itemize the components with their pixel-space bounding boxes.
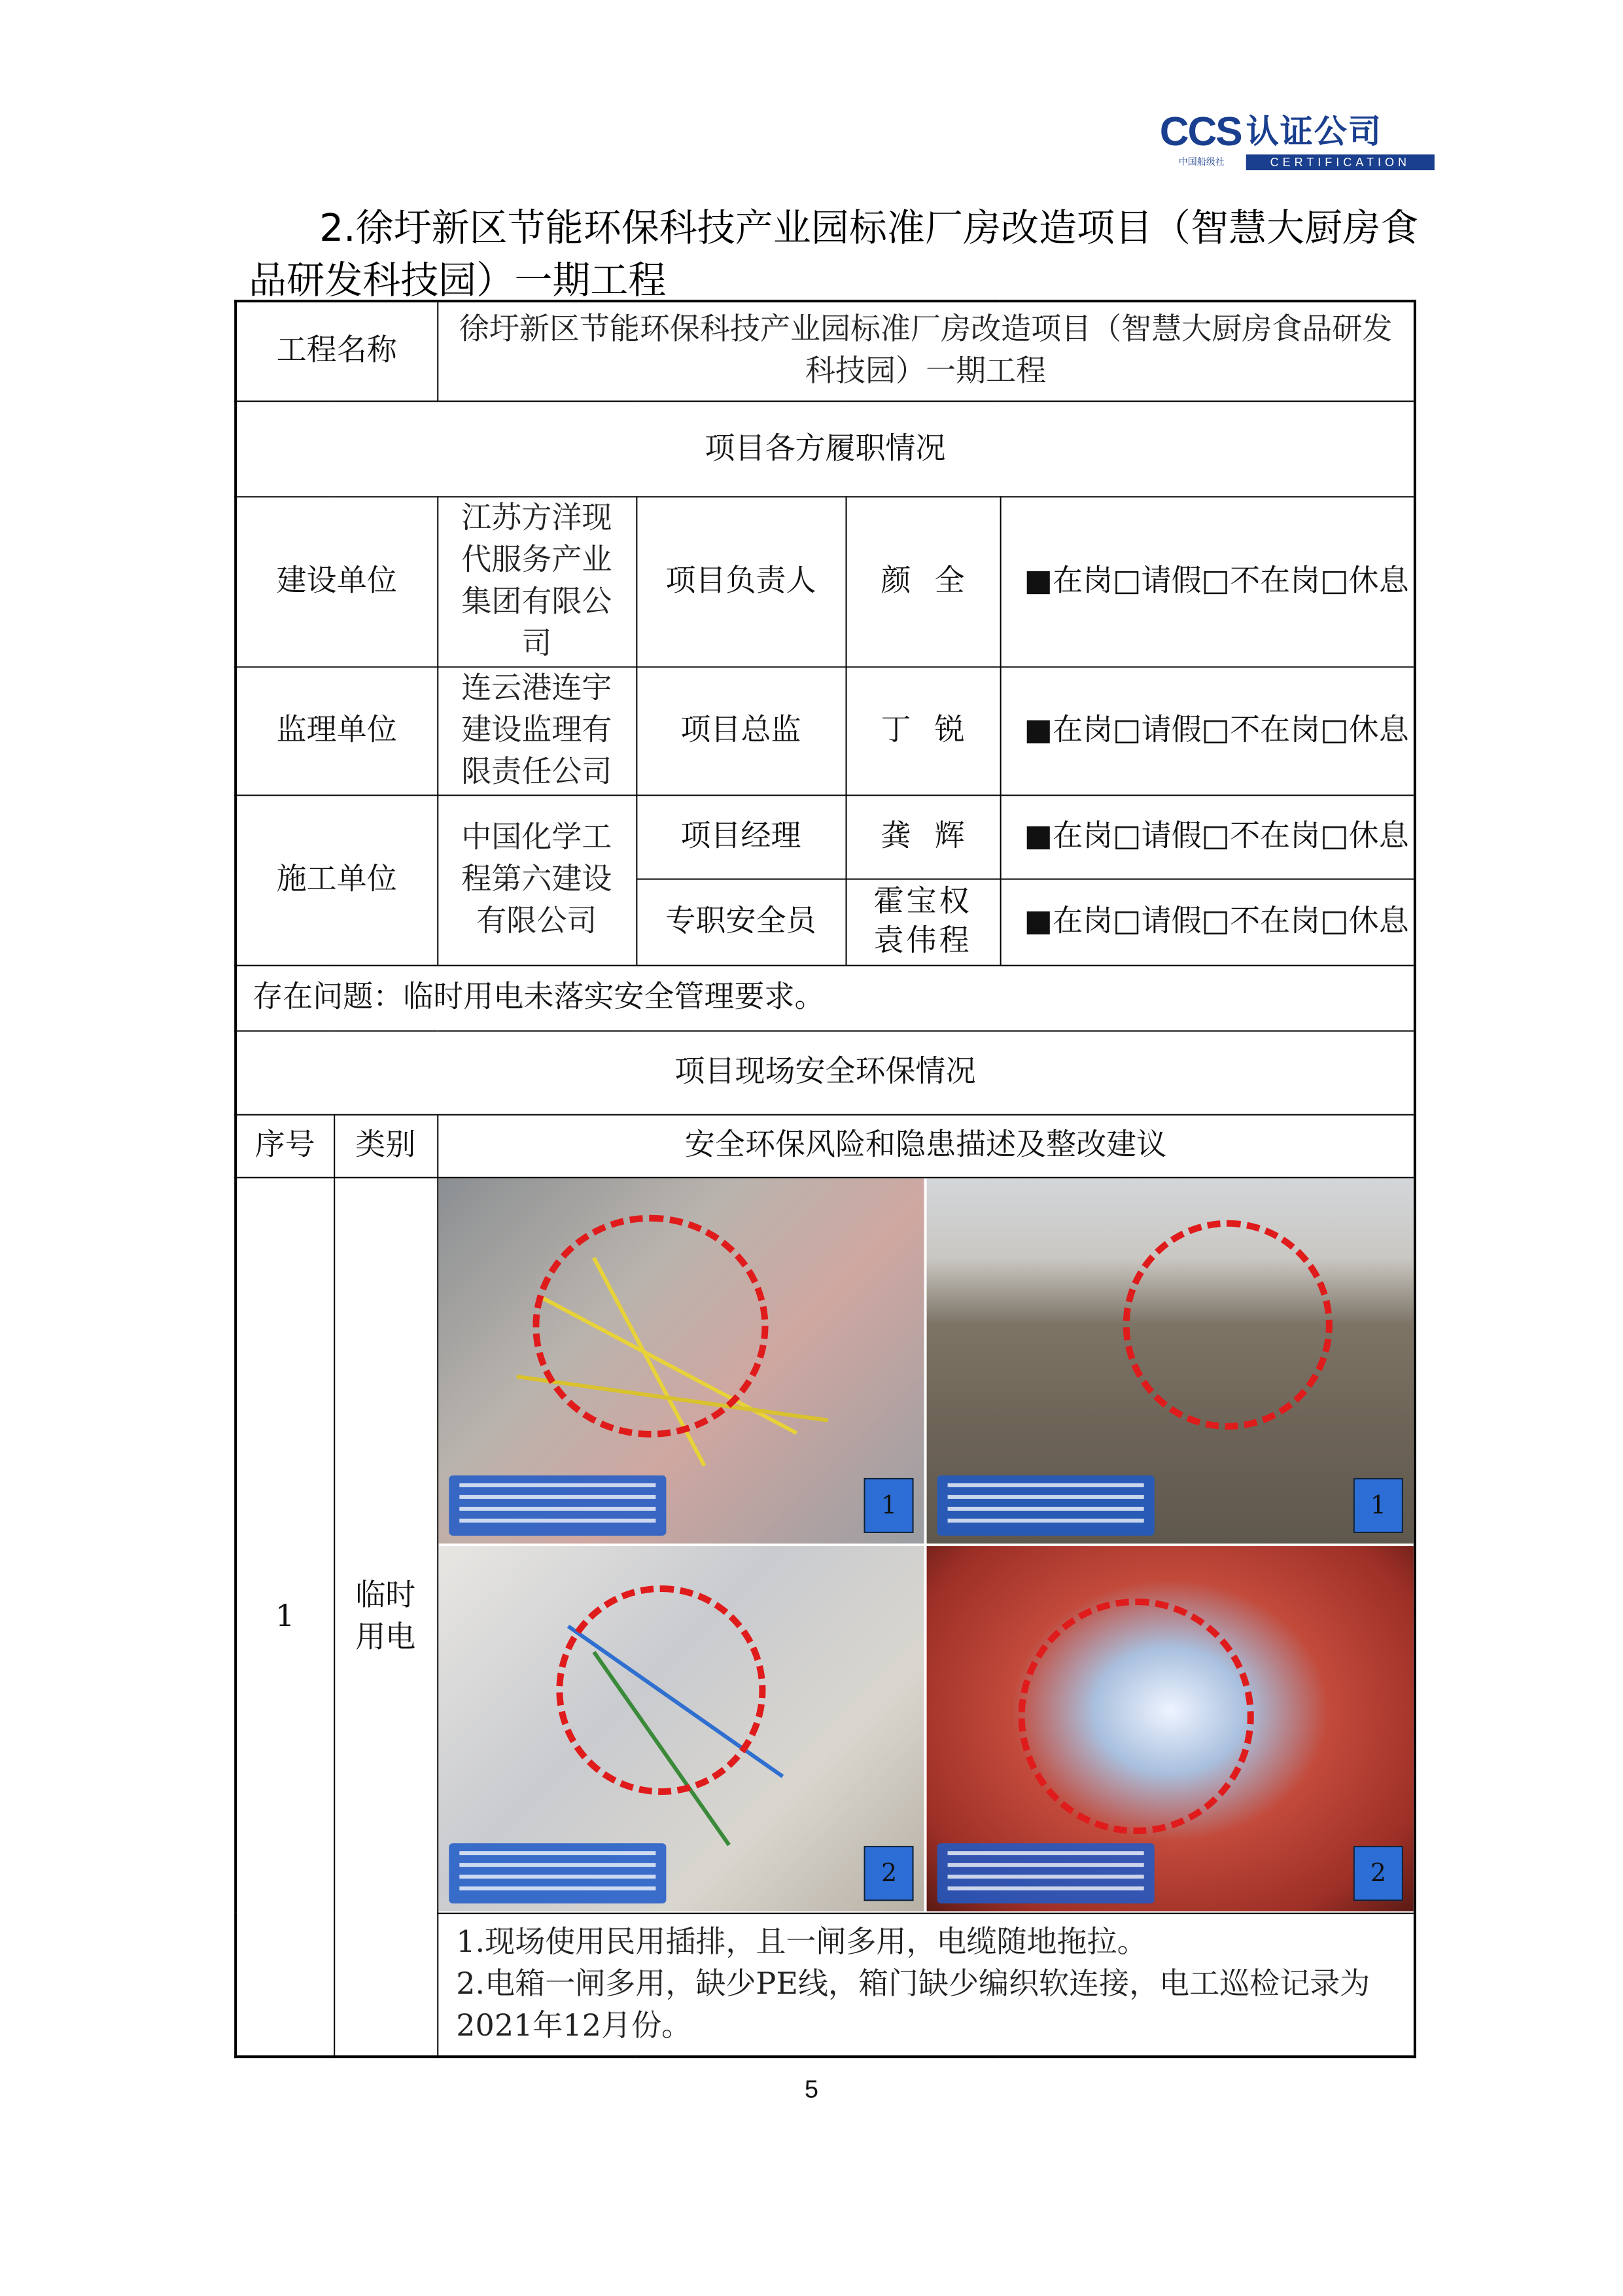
- safety-column-headers: [236, 1114, 1415, 1177]
- duty-status: ■在岗□请假□不在岗□休息: [1000, 879, 1415, 965]
- logo-sub: 中国船级社: [1178, 157, 1225, 168]
- party-row-contractor: [236, 794, 1415, 878]
- photo-cable-on-ground: [927, 1178, 1414, 1543]
- person-name: 袁伟程: [873, 924, 972, 959]
- duty-status: ■在岗□请假□不在岗□休息: [1000, 496, 1415, 666]
- col-desc-header: 安全环保风险和隐患描述及整改建议: [437, 1114, 1415, 1177]
- person-name: 霍宝权: [873, 885, 972, 919]
- photo-caption-overlay: [448, 1475, 665, 1535]
- photo-number-badge: 1: [864, 1477, 914, 1532]
- party-row-construction-owner: [236, 496, 1415, 666]
- safety-item-photos-row: [236, 1177, 1415, 1913]
- logo-ccs: CCS: [1159, 109, 1242, 155]
- item-description: [437, 1913, 1415, 2056]
- photo-caption-overlay: [937, 1843, 1155, 1903]
- page-number: 5: [804, 2076, 819, 2104]
- role-label: 项目总监: [636, 666, 845, 794]
- photo-number-badge: 2: [864, 1845, 914, 1900]
- description-line-2: 2.电箱一闸多用，缺少PE线，箱门缺少编织软连接，电工巡检记录为2021年12月份。: [456, 1967, 1370, 2043]
- photo-caption-overlay: [448, 1843, 665, 1903]
- issue-row: [236, 965, 1415, 1031]
- person-name: 龚辉: [846, 794, 1000, 878]
- item-category: [334, 1177, 437, 2057]
- role-label: 专职安全员: [636, 879, 845, 965]
- photo-caption-overlay: [937, 1475, 1155, 1535]
- col-category-header: 类别: [334, 1114, 437, 1177]
- parties-heading: 项目各方履职情况: [236, 400, 1415, 496]
- document-title: [249, 202, 1427, 306]
- inspection-table-wrap: [234, 300, 1414, 2043]
- person-names: [846, 879, 1000, 965]
- org-name: 连云港连宇建设监理有限责任公司: [437, 666, 636, 794]
- title-line-2: 品研发科技园）一期工程: [249, 258, 667, 303]
- title-line-1: 2.徐圩新区节能环保科技产业园标准厂房改造项目（智慧大厨房食: [319, 205, 1419, 251]
- role-label: 项目经理: [636, 794, 845, 878]
- photo-power-strip-wiring: [438, 1178, 924, 1543]
- safety-heading-row: [236, 1031, 1415, 1114]
- safety-heading: 项目现场安全环保情况: [236, 1031, 1415, 1114]
- duty-status: ■在岗□请假□不在岗□休息: [1000, 666, 1415, 794]
- party-row-supervision: [236, 666, 1415, 794]
- unit-label: 建设单位: [236, 496, 437, 666]
- item-number: 1: [236, 1177, 334, 2057]
- col-no-header: 序号: [236, 1114, 334, 1177]
- person-name: 丁锐: [846, 666, 1000, 794]
- photo-number-badge: 2: [1353, 1845, 1403, 1900]
- logo-bar: CERTIFICATION: [1246, 154, 1435, 170]
- org-name: 中国化学工程第六建设有限公司: [437, 794, 636, 964]
- project-row: [236, 301, 1415, 400]
- person-name: 颜全: [846, 496, 1000, 666]
- role-label: 项目负责人: [636, 496, 845, 666]
- inspection-table: [234, 300, 1416, 2057]
- photo-inspection-record: [927, 1545, 1414, 1911]
- parties-heading-row: [236, 400, 1415, 496]
- photo-number-badge: 1: [1353, 1477, 1403, 1532]
- project-label: 工程名称: [236, 301, 437, 400]
- photo-cell: [437, 1177, 1415, 1913]
- project-name: 徐圩新区节能环保科技产业园标准厂房改造项目（智慧大厨房食品研发科技园）一期工程: [437, 301, 1415, 400]
- photo-distribution-box: [438, 1545, 924, 1911]
- issue-text: 存在问题：临时用电未落实安全管理要求。: [236, 965, 1415, 1031]
- unit-label: 监理单位: [236, 666, 437, 794]
- description-line-1: 1.现场使用民用插排，且一闸多用，电缆随地拖拉。: [456, 1925, 1147, 1960]
- duty-status: ■在岗□请假□不在岗□休息: [1000, 794, 1415, 878]
- photo-grid: [438, 1178, 1414, 1911]
- org-name: 江苏方洋现代服务产业集团有限公司: [437, 496, 636, 666]
- logo-cn: 认证公司: [1246, 113, 1382, 151]
- item-category-text: 临时用电: [355, 1578, 416, 1655]
- unit-label: 施工单位: [236, 794, 437, 964]
- ccs-logo: [1160, 110, 1435, 170]
